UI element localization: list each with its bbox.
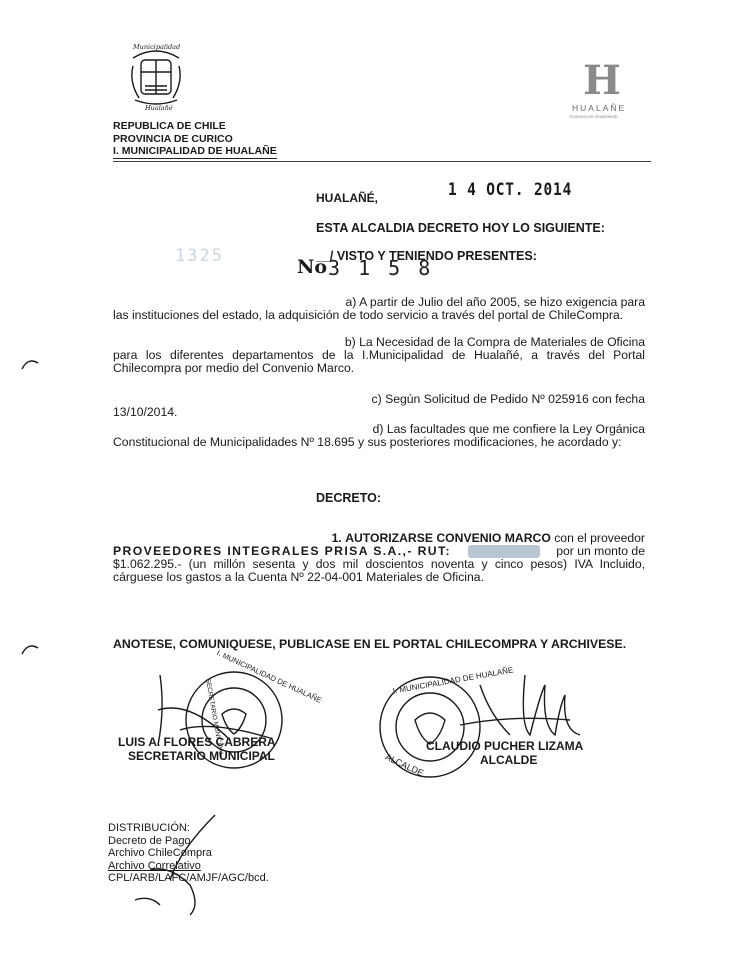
distribution-signature (130, 810, 230, 920)
secretary-block (118, 735, 276, 763)
amount-text: por un monto de (556, 544, 645, 558)
visto-b-lead: b) La Necesidad de la Compra de Materiales de Oficina (344, 335, 645, 349)
visto-a-rest: las instituciones del estado, la adquisición de todo servicio a través del portal de ChileCompra. (113, 308, 624, 322)
resolution-body: $1.062.295.- (un millón sesenta y dos mil doscientos noventa y cinco pesos) IVA Incluido, cárguese los gastos a la Cuenta Nº 22-04-001 Materiales de Oficina. (113, 557, 645, 584)
supplier: PROVEEDORES INTEGRALES PRISA S.A.,- RUT: (113, 544, 451, 558)
visto-b (113, 336, 645, 375)
header-municipality: I. MUNICIPALIDAD DE HUALAÑE (113, 145, 277, 157)
distribution-heading: DISTRIBUCIÓN: (108, 822, 190, 834)
mayor-seal-text: I. MUNICIPALIDAD DE HUALAÑE (392, 665, 514, 696)
decree-number: 3 1 5 8 (328, 256, 434, 280)
brand-tagline: Comuna en movimiento (570, 114, 618, 119)
visto-c-rest: 13/10/2014. (113, 405, 178, 419)
visto-a-lead: a) A partir de Julio del año 2005, se hizo exigencia para (345, 295, 645, 309)
logo-bottom-text: Hualañé (145, 104, 173, 112)
distribution-item: Archivo ChileCompra (108, 847, 212, 859)
punch-mark (20, 355, 40, 375)
faded-stamp: 1325 (175, 246, 224, 266)
visto-d (113, 423, 645, 449)
date-place: HUALAÑÉ, (316, 191, 378, 205)
visto-c (113, 393, 645, 419)
distribution-item: Archivo Correlativo (108, 859, 201, 872)
visto-b-rest: para los diferentes departamentos de la I.Municipalidad de Hualañé, a través del Portal Chilecompra por medio del Convenio Marco. (113, 348, 645, 375)
mayor-block (426, 739, 583, 767)
mayor-name: CLAUDIO PUCHER LIZAMA (426, 739, 584, 753)
punch-mark (20, 640, 40, 660)
letterhead (113, 120, 277, 159)
header-divider (113, 161, 651, 162)
header-republic: REPUBLICA DE CHILE (113, 120, 226, 132)
secretary-seal-text: I. MUNICIPALIDAD DE HUALAÑE (215, 648, 324, 705)
visto-d-lead: d) Las facultades que me confiere la Ley Orgánica (372, 422, 645, 436)
decreto-heading: DECRETO: (316, 491, 382, 505)
visto-heading: __/ VISTO Y TENIENDO PRESENTES: (316, 249, 537, 263)
visto-a (113, 296, 645, 322)
mayor-title: ALCALDE (480, 753, 538, 767)
resolution (113, 532, 645, 584)
secretary-seal-inner: SECRETARIO MUNICIPAL (203, 678, 225, 757)
secretary-title: SECRETARIO MUNICIPAL (128, 749, 275, 763)
brand-name: HUALAÑE (572, 103, 627, 113)
decree-intro: ESTA ALCALDIA DECRETO HOY LO SIGUIENTE: (316, 221, 605, 235)
hualane-brand-logo: H (583, 57, 621, 104)
header-province: PROVINCIA DE CURICO (113, 132, 233, 145)
distribution-item: Decreto de Pago (108, 834, 191, 847)
visto-c-lead: c) Según Solicitud de Pedido Nº 025916 con fecha (371, 392, 645, 406)
distribution-initials: CPL/ARB/LAFC/AMJF/AGC/bcd. (108, 872, 269, 884)
decree-number-prefix: No (297, 256, 328, 278)
mayor-seal-inner: ALCALDE (383, 751, 426, 779)
secretary-name: LUIS A. FLORES CABRERA (118, 735, 276, 749)
resolution-lead-tail: con el proveedor (554, 531, 645, 545)
resolution-number: 1. (331, 531, 342, 545)
visto-d-rest: Constitucional de Municipalidades Nº 18.695 y sus posteriores modificaciones, he acordado y: (113, 435, 622, 449)
resolution-lead: AUTORIZARSE CONVENIO MARCO (345, 531, 551, 545)
stamped-date: 1 4 OCT. 2014 (448, 180, 573, 200)
closing-line: ANOTESE, COMUNIQUESE, PUBLICASE EN EL PORTAL CHILECOMPRA Y ARCHIVESE. (113, 637, 627, 651)
logo-top-text: Municipalidad (133, 43, 181, 51)
